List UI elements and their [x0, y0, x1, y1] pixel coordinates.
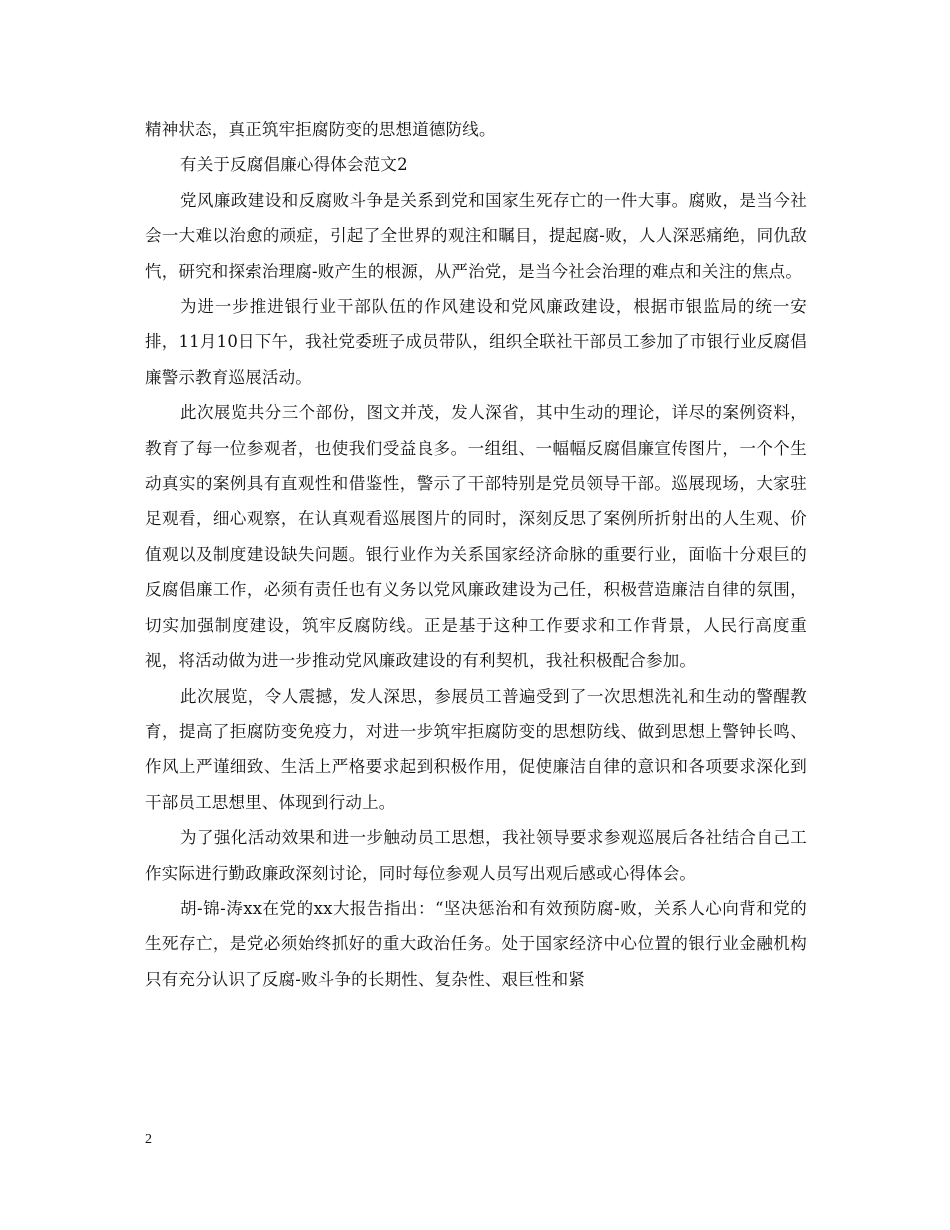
paragraph: 胡-锦-涛xx在党的xx大报告指出：“坚决惩治和有效预防腐-败，关系人心向背和党的生死存亡，是党必须始终抓好的重大政治任务。处于国家经济中心位置的银行业金融机构只有充分认识了反腐-败斗争的长期性、复杂性、艰巨性和紧	[145, 898, 807, 989]
paragraph: 此次展览共分三个部份，图文并茂，发人深省，其中生动的理论，详尽的案例资料，教育了每一位参观者，也使我们受益良多。一组组、一幅幅反腐倡廉宣传图片，一个个生动真实的案例具有直观性和借鉴性，警示了干部特别是党员领导干部。巡展现场，大家驻足观看，细心观察，在认真观看巡展图片的同时，深刻反思了案例所折射出的人生观、价值观以及制度建设缺失问题。银行业作为关系国家经济命脉的重要行业，面临十分艰巨的反腐倡廉工作，必须有责任也有义务以党风廉政建设为己任，积极营造廉洁自律的氛围，切实加强制度建设，筑牢反腐防线。正是基于这种工作要求和工作背景，人民行高度重视，将活动做为进一步推动党风廉政建设的有利契机，我社积极配合参加。	[145, 403, 807, 671]
paragraph: 此次展览，令人震撼，发人深思，参展员工普遍受到了一次思想洗礼和生动的警醒教育，提高了拒腐防变免疫力，对进一步筑牢拒腐防变的思想防线、做到思想上警钟长鸣、作风上严谨细致、生活上严格要求起到积极作用，促使廉洁自律的意识和各项要求深化到干部员工思想里、体现到行动上。	[145, 686, 807, 812]
paragraph-continuation: 精神状态，真正筑牢拒腐防变的思想道德防线。	[145, 120, 496, 139]
document-body	[145, 112, 807, 997]
section-heading: 有关于反腐倡廉心得体会范文2	[180, 155, 408, 175]
paragraph: 为了强化活动效果和进一步触动员工思想，我社领导要求参观巡展后各社结合自己工作实际进行勤政廉政深刻讨论，同时每位参观人员写出观后感或心得体会。	[145, 828, 807, 883]
paragraph: 为进一步推进银行业干部队伍的作风建设和党风廉政建设，根据市银监局的统一安排，11月10日下午，我社党委班子成员带队，组织全联社干部员工参加了市银行业反腐倡廉警示教育巡展活动。	[145, 297, 807, 387]
paragraph: 党风廉政建设和反腐败斗争是关系到党和国家生死存亡的一件大事。腐败，是当今社会一大难以治愈的顽症，引起了全世界的观注和瞩目，提起腐-败，人人深恶痛绝，同仇敌忾，研究和探索治理腐-败产生的根源，从严治党，是当今社会治理的难点和关注的焦点。	[145, 190, 807, 281]
page-number: 2	[145, 1132, 152, 1147]
